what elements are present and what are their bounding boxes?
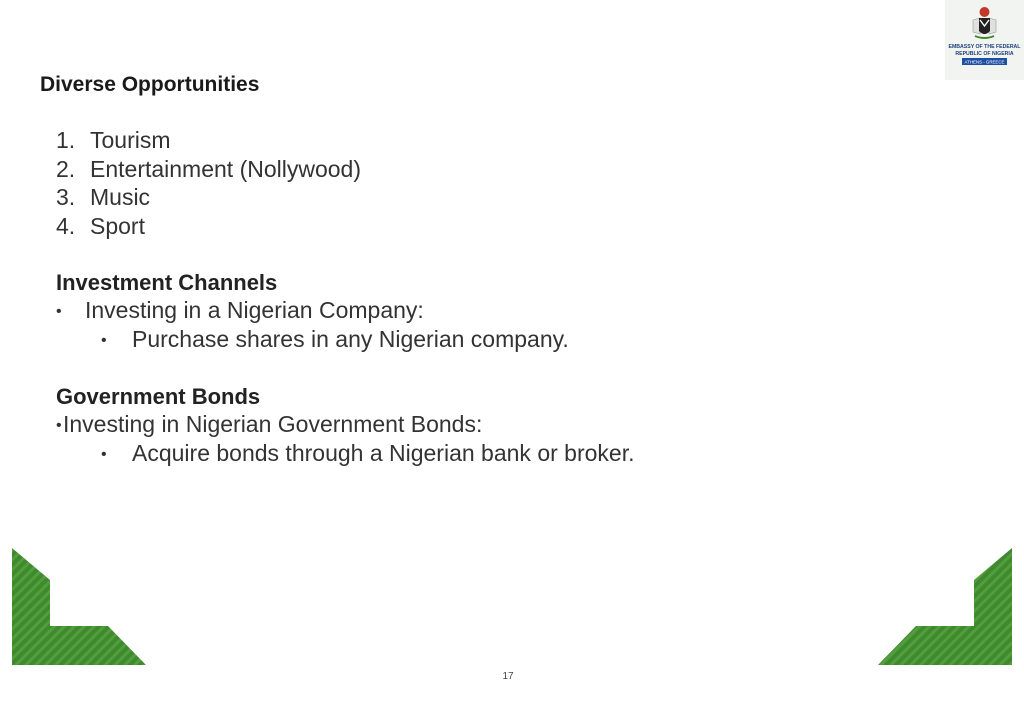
opportunities-list <box>56 126 361 240</box>
corner-decoration-right <box>877 548 1013 666</box>
slide-title: Diverse Opportunities <box>40 73 260 96</box>
bonds-sub-bullet: • Acquire bonds through a Nigerian bank or broker. <box>101 440 635 466</box>
bullet-icon: • <box>56 416 62 434</box>
nigeria-coat-of-arms-icon <box>945 0 1024 80</box>
embassy-logo <box>945 0 1024 80</box>
corner-decoration-left <box>12 548 148 666</box>
bonds-bullet: •Investing in Nigerian Government Bonds: <box>56 411 483 437</box>
investment-channels-heading: Investment Channels <box>56 270 278 295</box>
list-item: 4. Sport <box>56 212 145 239</box>
page-number: 17 <box>502 671 514 682</box>
bullet-icon: • <box>101 445 107 463</box>
logo-line-3: ATHENS - GREECE <box>964 59 1005 65</box>
bullet-icon: • <box>101 331 107 349</box>
investment-sub-bullet: • Purchase shares in any Nigerian company. <box>101 326 569 352</box>
list-item: 3. Music <box>56 184 151 210</box>
list-item: 2. Entertainment (Nollywood) <box>56 155 362 182</box>
investment-bullet: • Investing in a Nigerian Company: <box>56 297 424 323</box>
government-bonds-heading: Government Bonds <box>56 384 261 409</box>
logo-line-1: EMBASSY OF THE FEDERAL <box>948 44 1021 50</box>
bullet-icon: • <box>56 302 62 320</box>
logo-line-2: REPUBLIC OF NIGERIA <box>955 51 1014 57</box>
list-item: 1. Tourism <box>56 127 171 153</box>
